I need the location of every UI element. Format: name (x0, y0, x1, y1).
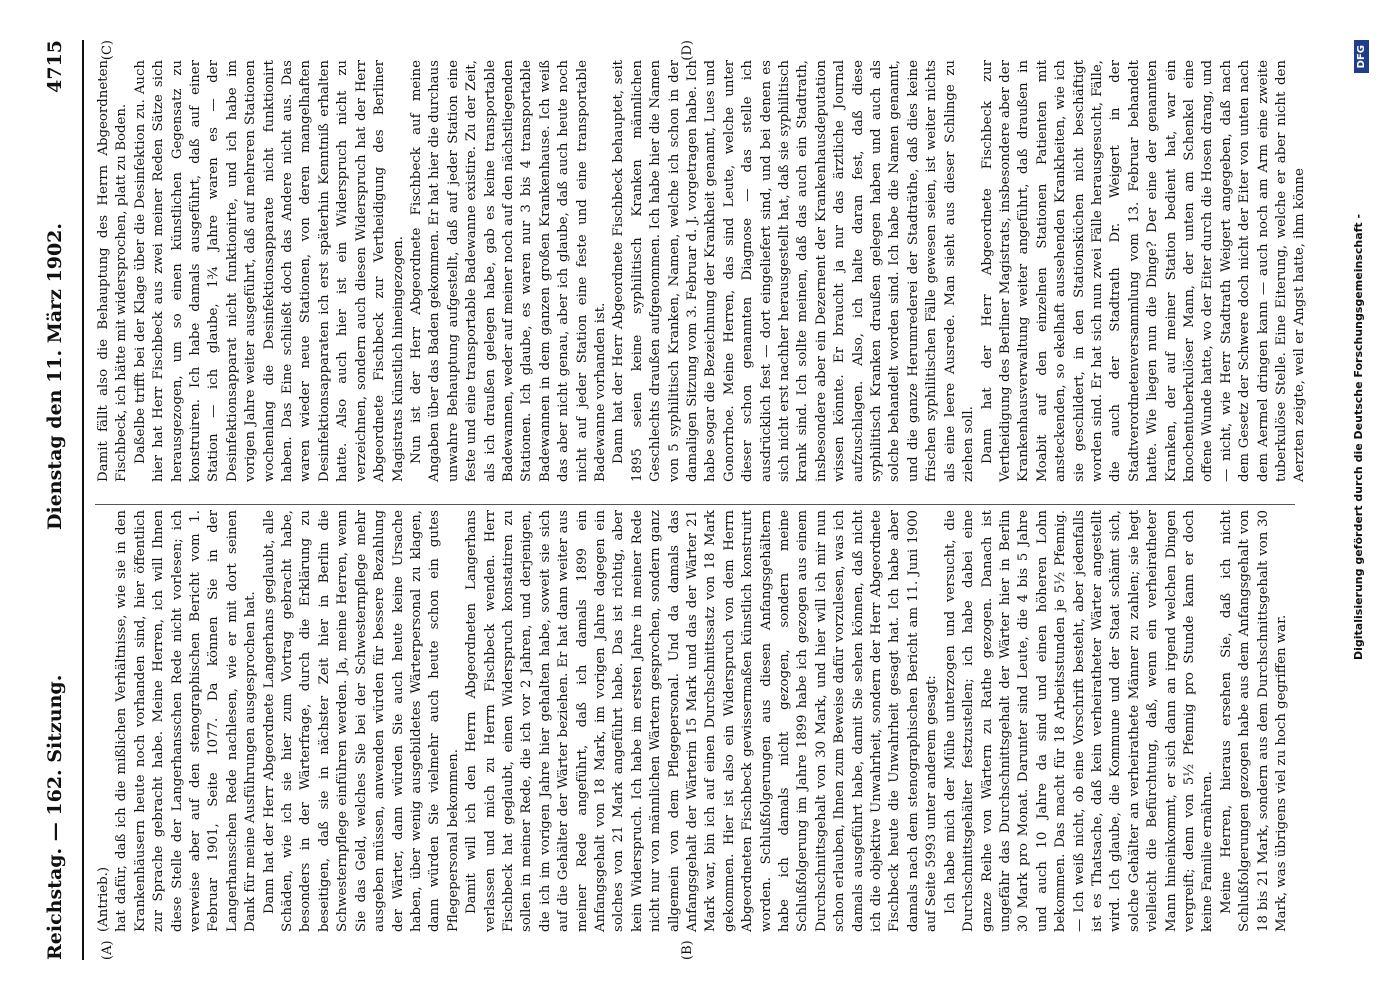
header-date: Dienstag den 11. März 1902. (44, 222, 66, 530)
column-divider (95, 504, 1295, 505)
left-column (95, 510, 1295, 932)
paragraph: Daßelbe trifft bei der Klage über die Desinfektion zu. Auch hier hat Herr Fischbeck aus zwei meiner Reden Sätze sich herausgezogen, um so einen künstlichen Gegensatz zu konstruiren. Ich habe damals ausgeführt, daß auf einer Station — ich glaube, 1¾ Jahre waren es — der Desinfektionsapparat nicht funktionirte, und ich habe im vorigen Jahre weiter ausgeführt, daß auf mehreren Stationen wochenlang die Desinfektionsapparate nicht funktionirt haben. Das Eine schließt doch das Andere nicht aus. Das waren wieder neue Stationen, von deren mangelhaften Desinfektionsapparaten ich erst späterhin Kenntniß erhalten hatte. Also auch hier ist ein Widerspruch nicht zu verzeichnen, sondern auch diesen Widerspruch hat der Herr Abgeordnete Fischbeck zur Vertheidigung des Berliner Magistrats künstlich hineingezogen. (132, 60, 406, 482)
margin-marker-a: (A) (100, 940, 115, 960)
header-left: Reichstag. — 162. Sitzung. (44, 674, 66, 960)
paragraph: Meine Herren, hieraus ersehen Sie, daß ich nicht Schlußfolgerungen gezogen habe aus dem Anfangsgehalt von 18 bis 21 Mark, sondern aus dem Durchschnittsgehalt von 30 Mark, was übrigens viel zu hoch gegriffen war. (1218, 510, 1289, 932)
quote-paragraph: Ich habe mich der Mühe unterzogen und versucht, die Durchschnittsgehälter festzustellen; ich habe dabei eine ganze Reihe von Wärtern zu Rathe gezogen. Danach ist ungefähr das Durchschnittsgehalt der Wärter hier in Berlin 30 Mark pro Monat. Darunter sind Leute, die 4 bis 5 Jahre und auch 10 Jahre da sind und einen höheren Lohn bekommen. Das macht für 18 Arbeitsstunden je 5½ Pfennig. — Ich weiß nicht, ob eine Vorschrift besteht, aber jedenfalls ist es Thatsache, daß kein verheiratheter Wärter angestellt wird. Ich glaube, die Kommune und der Staat schämt sich, solche Gehälter an verheirathete Männer zu zahlen; sie hegt vielleicht die Befürchtung, daß, wenn ein verheiratheter Mann hineinkommt, er sich dann an irgend welchen Dingen vergreift; denn von 5½ Pfennig pro Stunde kann er doch keine Familie ernähren. (942, 510, 1216, 932)
margin-marker-c: (C) (100, 40, 115, 61)
paragraph: Dann hat der Herr Abgeordnete Fischbeck behauptet, seit 1895 seien keine syphilitisch Kranken männlichen Geschlechts draußen aufgenommen. Ich habe hier die Namen von 5 syphilitisch Kranken, Namen, welche ich schon in der damaligen Sitzung vom 3. Februar d. J. vorgetragen habe. Ich habe sogar die Bezeichnung der Krankheit genannt, Lues und Gonorrhoe. Meine Herren, das sind Leute, welche unter dieser schon genannten Diagnose — das stelle ich ausdrücklich fest — dort eingeliefert sind, und bei denen es sich nicht erst nachher herausgestellt hat, daß sie syphilitisch krank sind. Ich sollte meinen, daß das auch ein Stadtrath, insbesondere aber ein Dezernent der Krankenhausdeputation wissen könnte. Er braucht ja nur das ärztliche Journal aufzuschlagen. Also, ich halte daran fest, daß diese syphilitisch Kranken draußen gelegen haben und auch als solche behandelt worden sind. Ich habe die Namen genannt, und die ganze Herumrederei der Stadträthe, daß dies keine frischen syphilitischen Fälle gewesen seien, ist weiter nichts als eine leere Ausrede. Man sieht aus dieser Schlinge zu ziehen soll. (611, 60, 977, 482)
paragraph: Nun ist der Herr Abgeordnete Fischbeck auf meine Angaben über das Baden gekommen. Er hat hier die durchaus unwahre Behauptung aufgestellt, daß auf jeder Station eine feste und eine transportable Badewanne existire. Zu der Zeit, als ich draußen gelegen habe, gab es keine transportable Badewannen, weder auf meiner noch auf den nächstliegenden Stationen. Ich glaube, es waren nur 3 bis 4 transportable Badewannen in dem ganzen großen Krankenhause. Ich weiß das aber nicht genau, aber ich glaube, daß auch heute noch nicht auf jeder Station eine feste und eine transportable Badewanne vorhanden ist. (408, 60, 608, 482)
paragraph: Damit fällt also die Behauptung des Herrn Abgeordneten Fischbeck, ich hätte mit widersprochen, platt zu Boden. (96, 60, 130, 482)
paragraph: Dann hat der Herr Abgeordnete Langerhans geglaubt, alle Schäden, wie ich sie hier zum Vortrag gebracht habe, besonders in der Wärterfrage, durch die Erklärung zu beseitigen, daß sie in nächster Zeit hier in Berlin die Schwesternpflege einführen werden. Ja, meine Herren, wenn Sie das Geld, welches Sie bei der Schwesternpflege mehr ausgeben müssen, anwenden würden für bessere Bezahlung der Wärter, dann würden Sie auch heute keine Ursache haben, über wenig ausgebildetes Wärterpersonal zu klagen, dann würden Sie vielmehr auch heute schon ein gutes Pflegepersonal bekommen. (261, 510, 461, 932)
paragraph: hat dafür, daß ich die mißlichen Verhältnisse, wie sie in den Krankenhäusern heute noch vorhanden sind, hier öffentlich zur Sprache gebracht habe. Meine Herren, ich will Ihnen diese Stelle der Langerhansschen Rede nicht vorlesen; ich verweise aber auf den stenographischen Bericht vom 1. Februar 1901, Seite 1077. Da können Sie in der Langerhansschen Rede nachlesen, wie er mit dort seinen Dank für meine Ausführungen ausgesprochen hat. (114, 510, 259, 932)
page-footer (1343, 40, 1369, 960)
margin-marker-b: (B) (680, 940, 695, 960)
paragraph: Damit will ich den Herrn Abgeordneten Langerhans verlassen und mich zu Herrn Fischbeck wenden. Herr Fischbeck hat geglaubt, einen Widerspruch konstatiren zu sollen in meiner Rede, die ich vor 2 Jahren, und derjenigen, die ich im vorigen Jahre hier gehalten habe, soweit sie sich auf die Gehälter der Wärter beziehen. Er hat dann weiter aus meiner Rede angeführt, daß ich damals 1899 ein Anfangsgehalt von 18 Mark, im vorigen Jahre dagegen ein solches von 21 Mark angeführt habe. Das ist richtig, aber kein Widerspruch. Ich habe im ersten Jahre in meiner Rede nicht nur von männlichen Wärtern gesprochen, sondern ganz allgemein von dem Pflegepersonal. Und da damals das Anfangsgehalt der Wärterin 15 Mark und das der Wärter 21 Mark war, bin ich auf einen Durchschnittssatz von 18 Mark gekommen. Hier ist also ein Widerspruch von dem Herrn Abgeordneten Fischbeck gewissermaßen künstlich konstruirt worden. Schlußfolgerungen aus diesen Anfangsgehältern habe ich damals nicht gezogen, sondern meine Schlußfolgerung im Jahre 1899 habe ich gezogen aus einem Durchschnittsgehalt von 30 Mark, und hier will ich mir nun schon erlauben, Ihnen zum Beweise dafür vorzulesen, was ich damals ausgeführt habe, damit Sie sehen können, daß nicht ich die objektive Unwahrheit, sondern der Herr Abgeordnete Fischbeck heute die Unwahrheit gesagt hat. Ich habe aber damals nach dem stenographischen Bericht am 11. Juni 1900 auf Seite 5993 unter anderem gesagt: (464, 510, 940, 932)
margin-marker-d: (D) (680, 40, 695, 61)
page-header (30, 40, 80, 960)
dfg-badge: DFG (1354, 40, 1369, 73)
header-rule (82, 40, 84, 960)
paragraph: Dann hat der Herr Abgeordnete Fischbeck zur Vertheidigung des Berliner Magistrats, insbesondere aber der Krankenhausverwaltung weiter angeführt, daß draußen in Moabit auf den einzelnen Stationen Patienten mit ansteckenden, so ekelhaft aussehenden Krankheiten, wie ich sie geschildert, in den Stationsküchen nicht beschäftigt worden sind. Er hat sich nun zwei Fälle herausgesucht, Fälle, die auch der Stadtrath Dr. Weigert in der Stadtverordnetenversammlung vom 13. Februar behandelt hatte. Wie liegen nun die Dinge? Der eine der genannten Kranken, der auf meiner Station bedient hat, war ein knochentuberkulöser Mann, der unten am Schenkel eine offene Wunde hatte, wo der Eiter durch die Hosen drang, und — nicht, wie Herr Stadtrath Weigert angegeben, daß nach dem Gesetz der Schwere doch nicht der Eiter von unten nach dem Aermel dringen kann — auch noch am Arm eine zweite tuberkulöse Stelle. Eine Eiterung, welche er aber nicht den Aerzten zeigte, weil er Angst hatte, ihm könne (979, 60, 1308, 482)
page-number: 4715 (44, 40, 66, 93)
digitization-note: Digitalisierung gefördert durch die Deutsche Forschungsgemeinschaft - (1352, 213, 1365, 660)
right-column (95, 60, 1308, 482)
paragraph: (Antrieb.) (96, 866, 111, 932)
